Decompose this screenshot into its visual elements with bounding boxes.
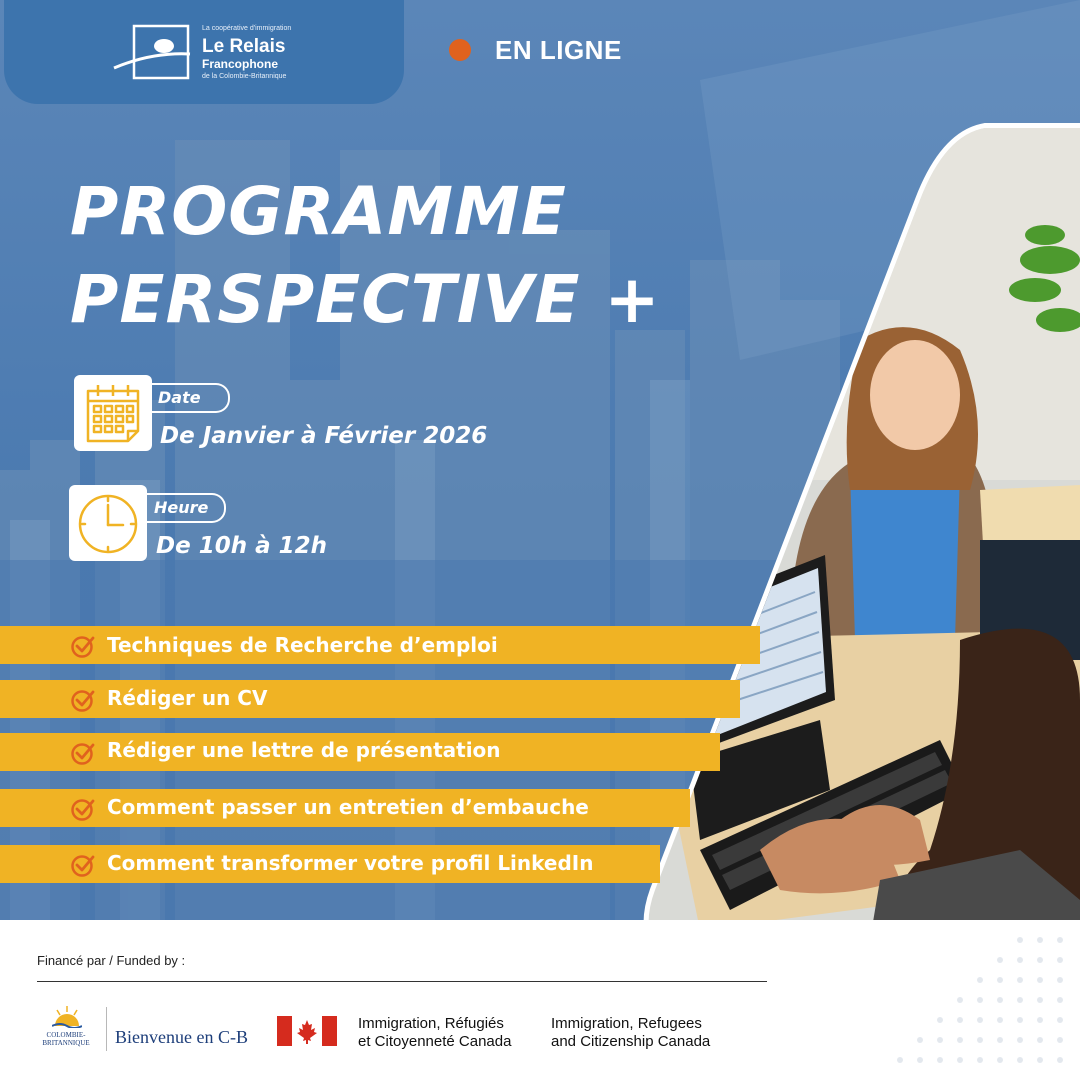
- page-title: [70, 168, 661, 344]
- logo-title-line2: Francophone: [202, 57, 279, 71]
- footer-divider: [37, 981, 767, 982]
- title-line-1: PROGRAMME: [70, 173, 567, 250]
- title-line-2: PERSPECTIVE +: [70, 261, 661, 338]
- topic-item: Rédiger une lettre de présentation: [107, 738, 501, 762]
- ircc-english-name: Immigration, Refugees and Citizenship Canada: [551, 1015, 711, 1050]
- time-icon-box: [69, 485, 147, 561]
- logo-tagline: La coopérative d'immigration: [202, 25, 292, 32]
- time-value: De 10h à 12h: [156, 533, 327, 559]
- topic-item: Comment passer un entretien d’embauche: [107, 795, 589, 819]
- canada-flag-icon: [277, 1016, 337, 1046]
- check-circle-icon: [70, 740, 96, 766]
- clock-icon: [69, 485, 147, 561]
- date-label: Date: [150, 383, 230, 413]
- dot-pattern-decoration: [660, 920, 1080, 1080]
- status-label: EN LIGNE: [495, 35, 622, 65]
- check-circle-icon: [70, 633, 96, 659]
- bc-welcome-text: Bienvenue en C-B: [115, 1027, 248, 1047]
- check-circle-icon: [70, 687, 96, 713]
- relais-logo-icon: [112, 24, 192, 84]
- bc-sun-logo-icon: [52, 1004, 82, 1028]
- logo-title: Le Relais: [202, 36, 286, 57]
- status-dot-icon: [449, 39, 471, 61]
- ircc-french-name: Immigration, Réfugiés et Citoyenneté Canada: [358, 1015, 512, 1050]
- logo-subtitle: de la Colombie-Britannique: [202, 73, 287, 80]
- topic-item: Techniques de Recherche d’emploi: [107, 633, 498, 657]
- calendar-icon: [74, 375, 152, 451]
- date-icon-box: [74, 375, 152, 451]
- date-value: De Janvier à Février 2026: [160, 423, 488, 449]
- topic-item: Comment transformer votre profil LinkedIn: [107, 851, 594, 875]
- topic-item: Rédiger un CV: [107, 686, 268, 710]
- bc-wordmark: COLOMBIE- BRITANNIQUE: [42, 1031, 90, 1047]
- time-label: Heure: [146, 493, 226, 523]
- check-circle-icon: [70, 852, 96, 878]
- bc-divider: [106, 1007, 107, 1051]
- funded-by-label: Financé par / Funded by :: [37, 953, 186, 968]
- check-circle-icon: [70, 796, 96, 822]
